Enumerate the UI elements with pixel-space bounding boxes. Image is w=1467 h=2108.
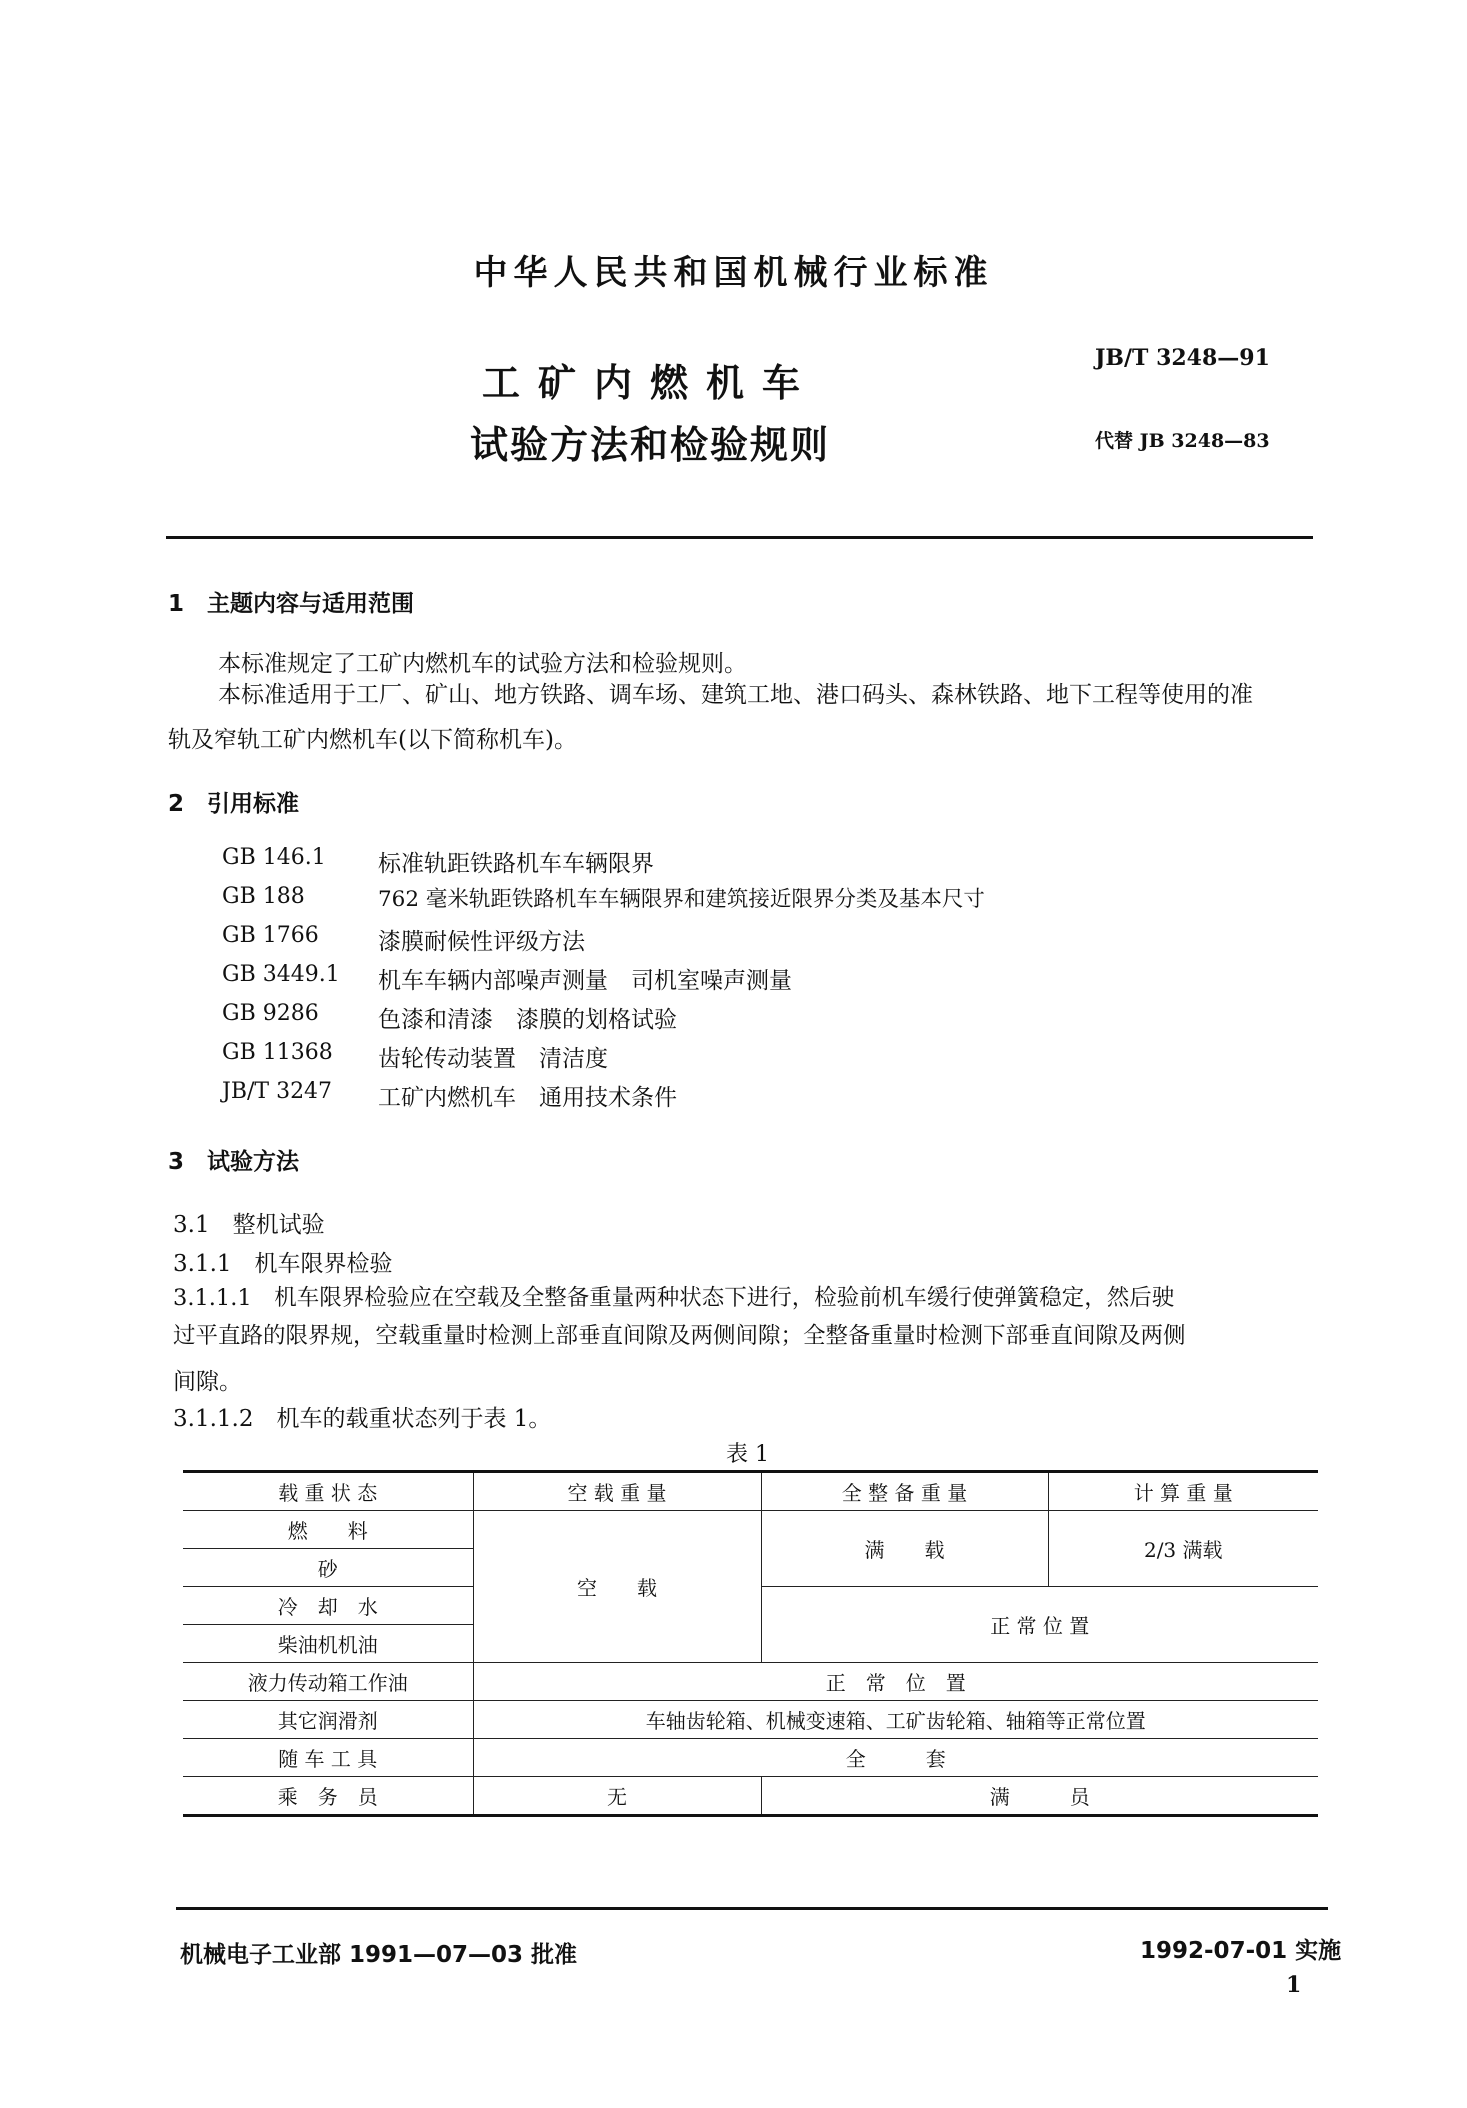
ref-code: GB 9286 — [222, 1001, 319, 1026]
effective-date: 1992-07-01 实施 — [1140, 1938, 1342, 1964]
full-load-cell: 满 载 — [761, 1511, 1048, 1587]
document-title-line1: 工矿内燃机车 — [481, 361, 818, 405]
row-label-hydraulic-oil: 液力传动箱工作油 — [183, 1663, 473, 1701]
standard-number: JB/T 3248—91 — [1095, 345, 1270, 371]
section-3-1-1: 3.1.1 机车限界检验 — [173, 1251, 393, 1277]
section3-heading: 3 试验方法 — [168, 1149, 300, 1175]
table-row — [183, 1701, 1318, 1739]
row-label-diesel-oil: 柴油机机油 — [183, 1625, 473, 1663]
calc-load-cell: 2/3 满载 — [1048, 1511, 1318, 1587]
table-header-cell: 全 整 备 重 量 — [761, 1472, 1048, 1511]
table-row — [183, 1777, 1318, 1816]
section1-para1: 本标准规定了工矿内燃机车的试验方法和检验规则。 — [218, 651, 747, 677]
ref-title: 762 毫米轨距铁路机车车辆限界和建筑接近限界分类及基本尺寸 — [378, 887, 985, 912]
table-row — [183, 1739, 1318, 1777]
section1-para2-line1: 本标准适用于工厂、矿山、地方铁路、调车场、建筑工地、港口码头、森林铁路、地下工程等使用的准 — [218, 682, 1253, 708]
ref-code: GB 1766 — [222, 923, 319, 948]
section-3-1: 3.1 整机试验 — [173, 1212, 325, 1238]
section2-heading: 2 引用标准 — [168, 791, 300, 817]
section-3-1-1-1-line3: 间隙。 — [173, 1369, 242, 1395]
crew-empty-value: 无 — [473, 1777, 761, 1816]
page-number: 1 — [1286, 1972, 1302, 1998]
replaces-standard: 代替 JB 3248—83 — [1095, 430, 1270, 452]
section-3-1-1-1-line2: 过平直路的限界规，空载重量时检测上部垂直间隙及两侧间隙；全整备重量时检测下部垂直间隙及两侧 — [173, 1323, 1186, 1349]
row-label-crew: 乘 务 员 — [183, 1777, 473, 1816]
section1-para2-line2: 轨及窄轨工矿内燃机车(以下简称机车)。 — [168, 727, 577, 753]
load-state-table — [183, 1470, 1318, 1817]
table-header-cell: 空 载 重 量 — [473, 1472, 761, 1511]
header-divider — [166, 536, 1313, 539]
document-title-line2: 试验方法和检验规则 — [469, 423, 830, 467]
table-row — [183, 1511, 1318, 1549]
ref-title: 机车车辆内部噪声测量 司机室噪声测量 — [378, 968, 792, 994]
row-label-tools: 随 车 工 具 — [183, 1739, 473, 1777]
section-3-1-1-1-line1: 3.1.1.1 机车限界检验应在空载及全整备重量两种状态下进行，检验前机车缓行使弹簧稳定，然后驶 — [173, 1285, 1175, 1311]
section-3-1-1-2: 3.1.1.2 机车的载重状态列于表 1。 — [173, 1406, 552, 1432]
footer-divider — [176, 1907, 1328, 1910]
table-header-cell: 计 算 重 量 — [1048, 1472, 1318, 1511]
standard-body-heading: 中华人民共和国机械行业标准 — [473, 253, 994, 293]
empty-weight-cell: 空 载 — [473, 1511, 761, 1663]
table-caption: 表 1 — [726, 1442, 769, 1467]
ref-title: 漆膜耐候性评级方法 — [378, 929, 585, 955]
lubricant-value: 车轴齿轮箱、机械变速箱、工矿齿轮箱、轴箱等正常位置 — [473, 1701, 1318, 1739]
ref-title: 标准轨距铁路机车车辆限界 — [378, 851, 654, 877]
row-label-sand: 砂 — [183, 1549, 473, 1587]
ref-code: GB 146.1 — [222, 845, 326, 870]
table-header-row — [183, 1472, 1318, 1511]
row-label-lubricant: 其它润滑剂 — [183, 1701, 473, 1739]
ref-title: 齿轮传动装置 清洁度 — [378, 1046, 608, 1072]
approval-line: 机械电子工业部 1991—07—03 批准 — [180, 1942, 578, 1968]
ref-title: 工矿内燃机车 通用技术条件 — [378, 1085, 677, 1111]
tools-value: 全 套 — [473, 1739, 1318, 1777]
ref-code: GB 188 — [222, 884, 305, 909]
section1-heading: 1 主题内容与适用范围 — [168, 591, 415, 617]
row-label-fuel: 燃 料 — [183, 1511, 473, 1549]
ref-code: JB/T 3247 — [222, 1079, 333, 1104]
crew-full-value: 满 员 — [761, 1777, 1318, 1816]
row-label-coolant: 冷 却 水 — [183, 1587, 473, 1625]
hydraulic-oil-value: 正 常 位 置 — [473, 1663, 1318, 1701]
ref-code: GB 11368 — [222, 1040, 333, 1065]
normal-position-cell: 正 常 位 置 — [761, 1587, 1318, 1663]
table-header-cell: 载 重 状 态 — [183, 1472, 473, 1511]
ref-title: 色漆和清漆 漆膜的划格试验 — [378, 1007, 677, 1033]
ref-code: GB 3449.1 — [222, 962, 340, 987]
table-row — [183, 1663, 1318, 1701]
